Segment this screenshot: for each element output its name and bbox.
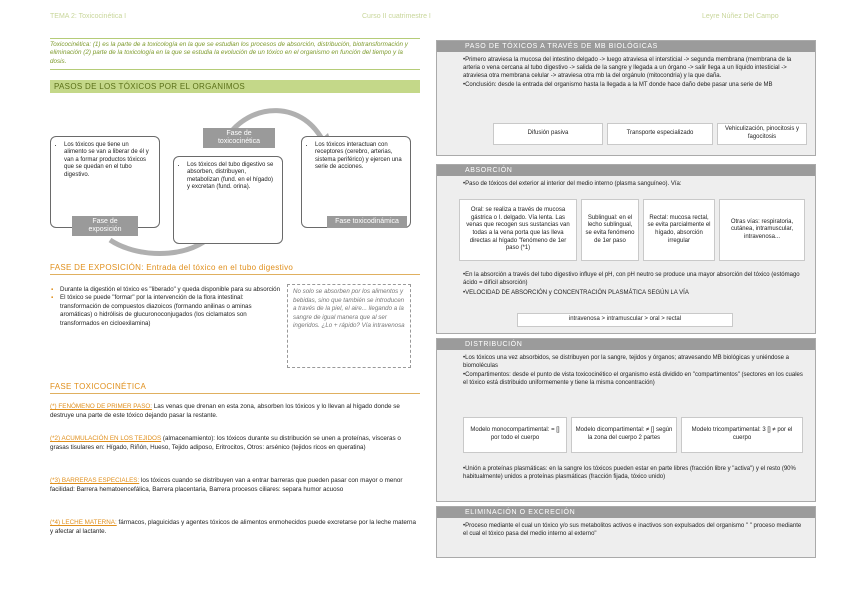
toxo-key: (*4) LECHE MATERNA: [50,519,117,526]
toxo-text: Las venas que drenan en esta zona, absorben los tóxicos y lo llevan al hígado donde se destruye una parte de este tóxico dejando pasar la restante. [50,403,400,420]
box-toxicodinamica-text: • Los tóxicos interactuan con receptores (cerebro, arterias, sistema periférico) y ejercen una serie de acciones. [315,142,404,172]
modelo-di: Modelo dicompartimental: ≠ [] según la zona del cuerpo 2 partes [571,417,677,453]
header-right: Leyre Núñez Del Campo [702,13,779,20]
distribucion-b1: •Los tóxicos una vez absorbidos, se distribuyen por la sangre, tejidos y órganos; atravesando MB biológicas y uniéndose a biomoléculas [463,355,789,369]
exposicion-subtitle: Entrada del tóxico en el tubo digestivo [146,263,294,272]
toxo-item-acumulacion [50,434,420,453]
box-toxicocinetica-text: • Los tóxicos del tubo digestivo se absorben, distribuyen, metabolizan (fund. en el hígado) y excretan (fund. orina). [187,162,276,192]
list-item: ▪ Durante la digestión el tóxico es "liberado" y queda disponible para su absorción [60,286,282,294]
exposicion-title: FASE DE EXPOSICIÓN: [50,263,144,272]
toxo-item-leche [50,518,420,537]
modelo-tri: Modelo tricompartimental: 3 [] ≠ por el cuerpo [681,417,803,453]
toxo-text: fármacos, plaguicidas y agentes tóxicos de alimentos enmohecidos puede excretarse por la leche materna y afectar al lactante. [50,519,416,536]
cell-vehiculizacion: Vehiculización, pinocitosis y fagocitosis [717,123,807,145]
box-toxicodinamica [301,136,411,228]
via-otras: Otras vías: respiratoria, cutánea, intramuscular, intravenosa... [719,199,805,261]
paso-mb-b1: •Primero atraviesa la mucosa del intestino delgado -> luego atraviesa el intersticial -> segunda membrana (membrana de la arteria o vena cercana al tubo digestivo -> salida de la sangre y llegada a un órgano -> salir llega a un líquido intesticial -> atraviesa otra membrana celular -> atraviesa otra mb la del orgánulo (mitocondria) y la que daña. [463,57,792,79]
toxo-item-barreras [50,476,420,495]
absorcion-intro: •Paso de tóxicos del exterior al interior del medio interno (plasma sanguíneo). Vía: [463,181,682,187]
paso-mb-b2: •Conclusión: desde la entrada del organismo hasta la llegada a la MT donde hace daño debe pasar una serie de MB [463,82,773,88]
exposicion-list [50,286,282,328]
cell-difusion: Difusión pasiva [493,123,603,145]
toxo-text: (almacenamiento): los tóxicos durante su distribución se unen a proteínas, vísceras o grasas tisulares en: Hígado, Riñón, Hueso, Tejido adiposo, Eritrocitos, Otros: arsénico (tejidos ricos en queratina) [50,435,401,452]
exposicion-note: No solo se absorben por los alimentos y bebidas, sino que también se introducen a través de la piel, el aire... llegando a la sangre de igual manera que al ser ingeridos. ¿Lo + rápido? Vía intravenosa [287,284,411,368]
tag-fase-toxicodinamica: Fase toxicodinámica [327,216,407,228]
eliminacion-b1: •Proceso mediante el cual un tóxico y/o sus metabolitos activos e inactivos son expulsados del organismo " " proceso mediante el cual el tóxico pasa del medio interno al externo" [463,523,802,537]
via-rectal: Rectal: mucosa rectal, se evita parcialmente el hígado, absorción irregular [643,199,715,261]
toxo-item-primer-paso [50,402,420,421]
list-item: ▪ El tóxico se puede "formar" por la intervención de la flora intestinal: transformación de compuestos diazoicos (formando anilinas o aminas aromáticas) o hidrólisis de glucuronoconjugados (los ciclamatos son transformados en cicloexilamina) [60,294,282,328]
distribucion-title: DISTRIBUCIÓN [437,339,815,350]
toxo-key: (*) FENÓMENO DE PRIMER PASO: [50,403,153,410]
box-exposicion-text: • Los tóxicos que tiene un alimento se van a liberar de él y van a formar productos tóxicos que se quedan en el tubo digestivo. [64,142,153,179]
absorcion-order: intravenosa > intramuscular > oral > rectal [517,313,733,327]
header-left: TEMA 2: Toxicocinética I [50,13,127,20]
absorcion-b2: •VELOCIDAD DE ABSORCIÓN y CONCENTRACIÓN PLASMÁTICA SEGÚN LA VÍA [463,290,689,296]
absorcion-box [436,164,816,334]
tag-fase-exposicion: Fase de exposición [72,216,138,236]
intro-definition: Toxicocinética: (1) es la parte de a toxicología en la que se estudian los procesos de absorción, distribución, biotransformación y eliminación (2) parte de la toxicología en la que se estudia la evolución de un tóxico en el organismo en función del tiempo y la dosis. [50,38,420,70]
paso-mb-box [436,40,816,156]
distribucion-box [436,338,816,502]
box-exposicion [50,136,160,228]
toxo-text: los tóxicos cuando se distribuyen van a entrar barreras que pueden pasar con mayor o menor facilidad: Barrera hematoencefálica, Barrera placentaria, Barrera procesos ciliares: separa humor acuoso [50,477,403,494]
distribucion-b3: •Unión a proteínas plasmáticas: en la sangre los tóxicos pueden estar en parte libres (fracción libre y "activa") y el resto (90% habitualmente) unidos a proteínas plasmáticas (fracción fijada, tóxico unido) [463,466,796,480]
distribucion-b2: •Compartimentos: desde el punto de vista toxicocinético el organismo está dividido en "compartimentos" (sectores en los cuales el tóxico está distribuido uniformemente y tiene la misma concentración) [463,372,803,386]
modelo-mono: Modelo monocompartimental: = [] por todo el cuerpo [463,417,567,453]
eliminacion-title: ELIMINACIÓN O EXCRECIÓN [437,507,815,518]
eliminacion-box [436,506,816,558]
via-sublingual: Sublingual: en el lecho sublingual, se evita fenómeno de 1er paso [581,199,639,261]
box-toxicocinetica [173,156,283,244]
exposicion-title-row [50,263,420,275]
absorcion-b1: •En la absorción a través del tubo digestivo influye el pH, con pH neutro se produce una mayor absorción del tóxico (estómago ácido = difícil absorción) [463,272,800,286]
pasos-section-title: PASOS DE LOS TÓXICOS POR EL ORGANIMOS [50,80,420,93]
header-center: Curso II cuatrimestre I [362,13,431,20]
tag-fase-toxicocinetica: Fase de toxicocinética [203,128,275,148]
toxo-key: (*2) ACUMULACIÓN EN LOS TEJIDOS [50,435,162,442]
toxicocinetica-title: FASE TOXICOCINÉTICA [50,382,420,394]
toxo-key: (*3) BARRERAS ESPECIALES: [50,477,140,484]
via-oral: Oral: se realiza a través de mucosa gástrica o I. delgado. Vía lenta. Las venas que recogen sus sustancias van todas a la vena porta que las lleva directas al hígado "fenómeno de 1er paso (*1) [459,199,577,261]
absorcion-title: ABSORCIÓN [437,165,815,176]
cell-transporte: Transporte especializado [607,123,713,145]
paso-mb-title: PASO DE TÓXICOS A TRAVÉS DE MB BIOLÓGICAS [437,41,815,52]
